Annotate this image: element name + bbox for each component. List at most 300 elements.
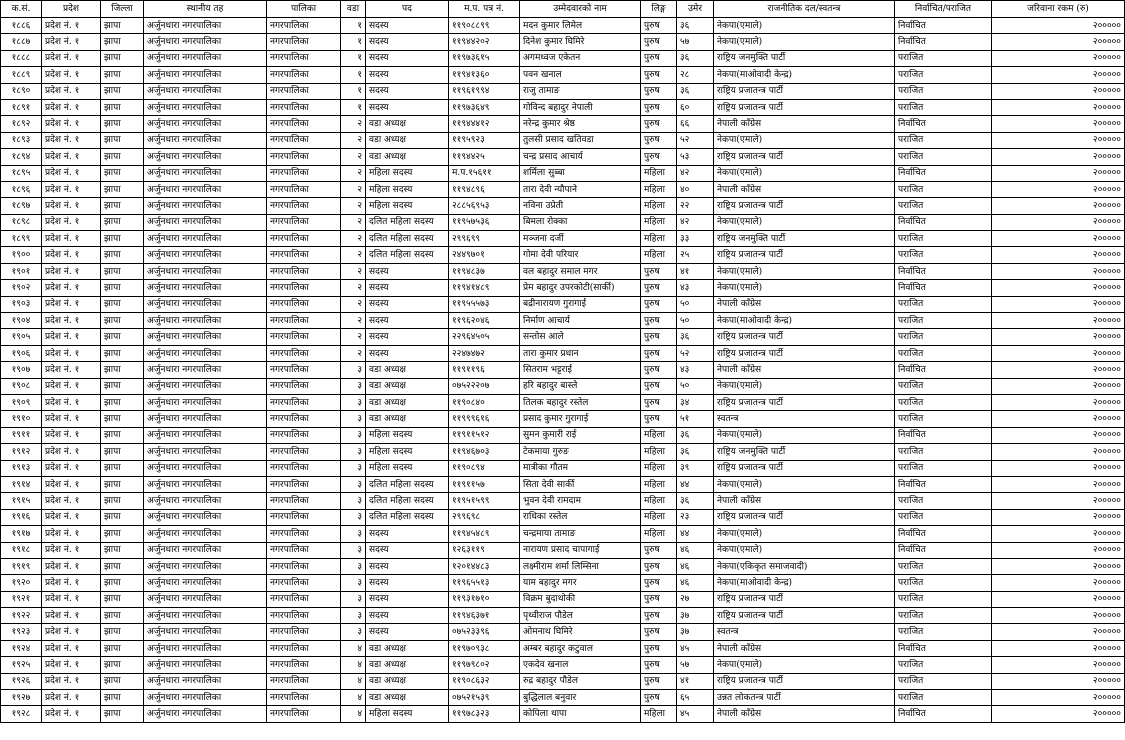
- local-level-cell: अर्जुनधारा नगरपालिका: [144, 460, 267, 476]
- voter-id-cell: ११९६२०४६: [449, 313, 520, 329]
- fine-amount-cell: २०००००: [992, 132, 1125, 148]
- candidate-name-cell: सिता देवी सार्की: [520, 476, 641, 492]
- result-cell: पराजित: [895, 624, 992, 640]
- district-cell: झापा: [101, 690, 144, 706]
- municipality-type-cell: नगरपालिका: [267, 493, 341, 509]
- candidate-name-cell: गोमा देवी परियार: [520, 247, 641, 263]
- ward-cell: २: [341, 313, 366, 329]
- candidate-name-cell: मात्रीका गौतम: [520, 460, 641, 476]
- gender-cell: महिला: [641, 509, 677, 525]
- local-level-cell: अर्जुनधारा नगरपालिका: [144, 558, 267, 574]
- party-cell: नेकपा(एमाले): [714, 378, 895, 394]
- municipality-type-cell: नगरपालिका: [267, 198, 341, 214]
- party-cell: राष्ट्रिय जनमुक्ति पार्टी: [714, 444, 895, 460]
- district-cell: झापा: [101, 165, 144, 181]
- district-cell: झापा: [101, 247, 144, 263]
- municipality-type-cell: नगरपालिका: [267, 460, 341, 476]
- serial-cell: १९०९: [1, 394, 42, 410]
- municipality-type-cell: नगरपालिका: [267, 690, 341, 706]
- local-level-cell: अर्जुनधारा नगरपालिका: [144, 673, 267, 689]
- candidate-name-cell: कोपिला थापा: [520, 706, 641, 722]
- serial-cell: १९१३: [1, 460, 42, 476]
- gender-cell: पुरुष: [641, 263, 677, 279]
- district-cell: झापा: [101, 149, 144, 165]
- serial-cell: १९०७: [1, 362, 42, 378]
- column-header-province: प्रदेश: [42, 1, 101, 18]
- voter-id-cell: ११९०८८९९: [449, 18, 520, 34]
- ward-cell: २: [341, 165, 366, 181]
- voter-id-cell: ११९४४४१२: [449, 116, 520, 132]
- voter-id-cell: ११९११५७: [449, 476, 520, 492]
- table-row: [1, 558, 1125, 574]
- ward-cell: २: [341, 231, 366, 247]
- fine-amount-cell: २०००००: [992, 214, 1125, 230]
- ward-cell: ३: [341, 362, 366, 378]
- province-cell: प्रदेश नं. १: [42, 542, 101, 558]
- municipality-type-cell: नगरपालिका: [267, 247, 341, 263]
- ward-cell: ४: [341, 657, 366, 673]
- province-cell: प्रदेश नं. १: [42, 427, 101, 443]
- result-cell: निर्वाचित: [895, 280, 992, 296]
- post-cell: वडा अध्यक्ष: [366, 362, 449, 378]
- municipality-type-cell: नगरपालिका: [267, 214, 341, 230]
- table-row: [1, 575, 1125, 591]
- candidate-name-cell: चन्द्रमाया तामाङ: [520, 526, 641, 542]
- voter-id-cell: ११९४४२५: [449, 149, 520, 165]
- table-row: [1, 214, 1125, 230]
- table-row: [1, 345, 1125, 361]
- fine-amount-cell: २०००००: [992, 280, 1125, 296]
- province-cell: प्रदेश नं. १: [42, 690, 101, 706]
- column-header-district: जिल्ला: [101, 1, 144, 18]
- candidate-name-cell: टेकमाया गुरुङ: [520, 444, 641, 460]
- local-level-cell: अर्जुनधारा नगरपालिका: [144, 575, 267, 591]
- municipality-type-cell: नगरपालिका: [267, 132, 341, 148]
- district-cell: झापा: [101, 263, 144, 279]
- fine-amount-cell: २०००००: [992, 198, 1125, 214]
- table-row: [1, 460, 1125, 476]
- candidate-name-cell: पवन खनाल: [520, 67, 641, 83]
- post-cell: वडा अध्यक्ष: [366, 640, 449, 656]
- gender-cell: पुरुष: [641, 575, 677, 591]
- local-level-cell: अर्जुनधारा नगरपालिका: [144, 181, 267, 197]
- local-level-cell: अर्जुनधारा नगरपालिका: [144, 427, 267, 443]
- party-cell: राष्ट्रिय प्रजातन्त्र पार्टी: [714, 608, 895, 624]
- ward-cell: २: [341, 329, 366, 345]
- municipality-type-cell: नगरपालिका: [267, 427, 341, 443]
- local-level-cell: अर्जुनधारा नगरपालिका: [144, 116, 267, 132]
- party-cell: नेपाली काँग्रेस: [714, 296, 895, 312]
- age-cell: ५१: [677, 411, 714, 427]
- result-cell: पराजित: [895, 558, 992, 574]
- serial-cell: १९२०: [1, 575, 42, 591]
- post-cell: सदस्य: [366, 34, 449, 50]
- result-cell: निर्वाचित: [895, 263, 992, 279]
- municipality-type-cell: नगरपालिका: [267, 657, 341, 673]
- municipality-type-cell: नगरपालिका: [267, 476, 341, 492]
- ward-cell: ३: [341, 591, 366, 607]
- local-level-cell: अर्जुनधारा नगरपालिका: [144, 493, 267, 509]
- result-cell: पराजित: [895, 329, 992, 345]
- party-cell: स्वतन्त्र: [714, 624, 895, 640]
- district-cell: झापा: [101, 198, 144, 214]
- age-cell: ५७: [677, 657, 714, 673]
- district-cell: झापा: [101, 427, 144, 443]
- voter-id-cell: २८८५६९५३: [449, 198, 520, 214]
- fine-amount-cell: २०००००: [992, 444, 1125, 460]
- serial-cell: १९२१: [1, 591, 42, 607]
- table-row: [1, 690, 1125, 706]
- serial-cell: १९०२: [1, 280, 42, 296]
- district-cell: झापा: [101, 34, 144, 50]
- candidate-name-cell: रुद्र बहादुर पौडेल: [520, 673, 641, 689]
- result-cell: निर्वाचित: [895, 214, 992, 230]
- province-cell: प्रदेश नं. १: [42, 706, 101, 722]
- gender-cell: पुरुष: [641, 345, 677, 361]
- ward-cell: ३: [341, 427, 366, 443]
- post-cell: सदस्य: [366, 591, 449, 607]
- gender-cell: पुरुष: [641, 673, 677, 689]
- candidate-name-cell: प्रेम बहादुर उपरकोटी(सार्की): [520, 280, 641, 296]
- district-cell: झापा: [101, 214, 144, 230]
- voter-id-cell: ०७५२२२०७: [449, 378, 520, 394]
- candidate-name-cell: याम बहादुर मगर: [520, 575, 641, 591]
- party-cell: नेकपा(माओवादी केन्द्र): [714, 313, 895, 329]
- party-cell: नेकपा(एमाले): [714, 165, 895, 181]
- fine-amount-cell: २०००००: [992, 345, 1125, 361]
- gender-cell: पुरुष: [641, 296, 677, 312]
- candidate-name-cell: प्रसाद कुमार गुरागाई: [520, 411, 641, 427]
- table-row: [1, 542, 1125, 558]
- ward-cell: ३: [341, 460, 366, 476]
- district-cell: झापा: [101, 608, 144, 624]
- ward-cell: २: [341, 247, 366, 263]
- voter-id-cell: ११९०८९४: [449, 460, 520, 476]
- district-cell: झापा: [101, 132, 144, 148]
- result-cell: पराजित: [895, 99, 992, 115]
- table-row: [1, 444, 1125, 460]
- ward-cell: ३: [341, 608, 366, 624]
- fine-amount-cell: २०००००: [992, 657, 1125, 673]
- voter-id-cell: ११९५७५३६: [449, 214, 520, 230]
- gender-cell: महिला: [641, 444, 677, 460]
- ward-cell: ३: [341, 411, 366, 427]
- post-cell: सदस्य: [366, 575, 449, 591]
- post-cell: सदस्य: [366, 329, 449, 345]
- result-cell: निर्वाचित: [895, 706, 992, 722]
- result-cell: निर्वाचित: [895, 476, 992, 492]
- serial-cell: १९११: [1, 427, 42, 443]
- ward-cell: २: [341, 345, 366, 361]
- result-cell: पराजित: [895, 411, 992, 427]
- table-row: [1, 476, 1125, 492]
- post-cell: सदस्य: [366, 542, 449, 558]
- municipality-type-cell: नगरपालिका: [267, 444, 341, 460]
- post-cell: सदस्य: [366, 558, 449, 574]
- age-cell: ६५: [677, 690, 714, 706]
- gender-cell: पुरुष: [641, 591, 677, 607]
- age-cell: ४५: [677, 706, 714, 722]
- result-cell: पराजित: [895, 231, 992, 247]
- party-cell: नेपाली काँग्रेस: [714, 493, 895, 509]
- table-row: [1, 706, 1125, 722]
- table-row: [1, 640, 1125, 656]
- fine-amount-cell: २०००००: [992, 427, 1125, 443]
- ward-cell: १: [341, 50, 366, 66]
- district-cell: झापा: [101, 526, 144, 542]
- party-cell: नेकपा(एमाले): [714, 263, 895, 279]
- table-row: [1, 34, 1125, 50]
- party-cell: नेकपा(एमाले): [714, 280, 895, 296]
- post-cell: वडा अध्यक्ष: [366, 116, 449, 132]
- candidate-name-cell: बुद्धिलाल बनुवार: [520, 690, 641, 706]
- age-cell: ४६: [677, 575, 714, 591]
- ward-cell: २: [341, 149, 366, 165]
- serial-cell: १९०८: [1, 378, 42, 394]
- result-cell: पराजित: [895, 509, 992, 525]
- local-level-cell: अर्जुनधारा नगरपालिका: [144, 362, 267, 378]
- voter-id-cell: ११९५९२३: [449, 132, 520, 148]
- gender-cell: महिला: [641, 231, 677, 247]
- province-cell: प्रदेश नं. १: [42, 378, 101, 394]
- ward-cell: ३: [341, 575, 366, 591]
- column-header-municipality-type: पालिका: [267, 1, 341, 18]
- ward-cell: ४: [341, 673, 366, 689]
- table-row: [1, 378, 1125, 394]
- result-cell: पराजित: [895, 591, 992, 607]
- fine-amount-cell: २०००००: [992, 608, 1125, 624]
- local-level-cell: अर्जुनधारा नगरपालिका: [144, 706, 267, 722]
- result-cell: निर्वाचित: [895, 542, 992, 558]
- gender-cell: पुरुष: [641, 34, 677, 50]
- age-cell: ३६: [677, 493, 714, 509]
- result-cell: पराजित: [895, 345, 992, 361]
- candidate-name-cell: ओमनाथ घिमिरे: [520, 624, 641, 640]
- voter-id-cell: ११९७९८०२: [449, 657, 520, 673]
- fine-amount-cell: २०००००: [992, 394, 1125, 410]
- gender-cell: पुरुष: [641, 83, 677, 99]
- age-cell: ४४: [677, 476, 714, 492]
- age-cell: ४२: [677, 214, 714, 230]
- fine-amount-cell: २०००००: [992, 575, 1125, 591]
- province-cell: प्रदेश नं. १: [42, 18, 101, 34]
- gender-cell: पुरुष: [641, 313, 677, 329]
- post-cell: सदस्य: [366, 296, 449, 312]
- result-cell: पराजित: [895, 575, 992, 591]
- voter-id-cell: ११९६५५१३: [449, 575, 520, 591]
- post-cell: सदस्य: [366, 263, 449, 279]
- age-cell: ४५: [677, 640, 714, 656]
- gender-cell: पुरुष: [641, 67, 677, 83]
- local-level-cell: अर्जुनधारा नगरपालिका: [144, 280, 267, 296]
- serial-cell: १८९६: [1, 181, 42, 197]
- fine-amount-cell: २०००००: [992, 362, 1125, 378]
- serial-cell: १९१९: [1, 558, 42, 574]
- municipality-type-cell: नगरपालिका: [267, 706, 341, 722]
- local-level-cell: अर्जुनधारा नगरपालिका: [144, 591, 267, 607]
- table-row: [1, 181, 1125, 197]
- municipality-type-cell: नगरपालिका: [267, 362, 341, 378]
- gender-cell: पुरुष: [641, 280, 677, 296]
- party-cell: नेपाली काँग्रेस: [714, 181, 895, 197]
- district-cell: झापा: [101, 394, 144, 410]
- district-cell: झापा: [101, 362, 144, 378]
- province-cell: प्रदेश नं. १: [42, 313, 101, 329]
- candidate-name-cell: चन्द्र प्रसाद आचार्य: [520, 149, 641, 165]
- district-cell: झापा: [101, 493, 144, 509]
- gender-cell: पुरुष: [641, 99, 677, 115]
- local-level-cell: अर्जुनधारा नगरपालिका: [144, 411, 267, 427]
- serial-cell: १९००: [1, 247, 42, 263]
- voter-id-cell: ११९११५१२: [449, 427, 520, 443]
- candidate-name-cell: राजु तामाङ: [520, 83, 641, 99]
- result-cell: निर्वाचित: [895, 362, 992, 378]
- fine-amount-cell: २०००००: [992, 460, 1125, 476]
- serial-cell: १९१७: [1, 526, 42, 542]
- age-cell: ५३: [677, 149, 714, 165]
- district-cell: झापा: [101, 116, 144, 132]
- table-row: [1, 263, 1125, 279]
- gender-cell: पुरुष: [641, 378, 677, 394]
- age-cell: ३६: [677, 444, 714, 460]
- gender-cell: महिला: [641, 181, 677, 197]
- fine-amount-cell: २०००००: [992, 493, 1125, 509]
- district-cell: झापा: [101, 280, 144, 296]
- table-row: [1, 624, 1125, 640]
- result-cell: पराजित: [895, 657, 992, 673]
- table-row: [1, 509, 1125, 525]
- gender-cell: पुरुष: [641, 640, 677, 656]
- column-header-candidate-name: उम्मेदवारको नाम: [520, 1, 641, 18]
- local-level-cell: अर्जुनधारा नगरपालिका: [144, 67, 267, 83]
- voter-id-cell: १२०१४४८३: [449, 558, 520, 574]
- local-level-cell: अर्जुनधारा नगरपालिका: [144, 640, 267, 656]
- ward-cell: २: [341, 132, 366, 148]
- local-level-cell: अर्जुनधारा नगरपालिका: [144, 476, 267, 492]
- table-row: [1, 231, 1125, 247]
- result-cell: निर्वाचित: [895, 116, 992, 132]
- fine-amount-cell: २०००००: [992, 706, 1125, 722]
- gender-cell: पुरुष: [641, 624, 677, 640]
- voter-id-cell: ११९०८६३२: [449, 673, 520, 689]
- gender-cell: पुरुष: [641, 411, 677, 427]
- table-row: [1, 313, 1125, 329]
- age-cell: ४६: [677, 542, 714, 558]
- province-cell: प्रदेश नं. १: [42, 624, 101, 640]
- table-row: [1, 673, 1125, 689]
- fine-amount-cell: २०००००: [992, 542, 1125, 558]
- result-cell: पराजित: [895, 608, 992, 624]
- fine-amount-cell: २०००००: [992, 690, 1125, 706]
- province-cell: प्रदेश नं. १: [42, 247, 101, 263]
- post-cell: महिला सदस्य: [366, 444, 449, 460]
- party-cell: राष्ट्रिय प्रजातन्त्र पार्टी: [714, 394, 895, 410]
- district-cell: झापा: [101, 575, 144, 591]
- serial-cell: १९०१: [1, 263, 42, 279]
- table-row: [1, 83, 1125, 99]
- serial-cell: १८९२: [1, 116, 42, 132]
- local-level-cell: अर्जुनधारा नगरपालिका: [144, 378, 267, 394]
- post-cell: सदस्य: [366, 608, 449, 624]
- district-cell: झापा: [101, 231, 144, 247]
- voter-id-cell: २२४७४७२: [449, 345, 520, 361]
- serial-cell: १९१६: [1, 509, 42, 525]
- municipality-type-cell: नगरपालिका: [267, 231, 341, 247]
- party-cell: राष्ट्रिय प्रजातन्त्र पार्टी: [714, 591, 895, 607]
- table-row: [1, 657, 1125, 673]
- party-cell: नेपाली काँग्रेस: [714, 362, 895, 378]
- district-cell: झापा: [101, 50, 144, 66]
- fine-amount-cell: २०००००: [992, 313, 1125, 329]
- province-cell: प्रदेश नं. १: [42, 50, 101, 66]
- district-cell: झापा: [101, 542, 144, 558]
- serial-cell: १८९५: [1, 165, 42, 181]
- column-header-gender: लिङ्ग: [641, 1, 677, 18]
- gender-cell: महिला: [641, 526, 677, 542]
- result-cell: पराजित: [895, 198, 992, 214]
- age-cell: ५०: [677, 296, 714, 312]
- post-cell: वडा अध्यक्ष: [366, 394, 449, 410]
- voter-id-cell: ११९३१७१०: [449, 591, 520, 607]
- age-cell: ३७: [677, 608, 714, 624]
- age-cell: ३६: [677, 50, 714, 66]
- local-level-cell: अर्जुनधारा नगरपालिका: [144, 149, 267, 165]
- municipality-type-cell: नगरपालिका: [267, 673, 341, 689]
- district-cell: झापा: [101, 345, 144, 361]
- fine-amount-cell: २०००००: [992, 673, 1125, 689]
- ward-cell: २: [341, 214, 366, 230]
- candidate-name-cell: दिनेश कुमार घिमिरे: [520, 34, 641, 50]
- post-cell: वडा अध्यक्ष: [366, 673, 449, 689]
- province-cell: प्रदेश नं. १: [42, 329, 101, 345]
- gender-cell: पुरुष: [641, 608, 677, 624]
- table-row: [1, 427, 1125, 443]
- province-cell: प्रदेश नं. १: [42, 149, 101, 165]
- age-cell: ३९: [677, 460, 714, 476]
- age-cell: २२: [677, 198, 714, 214]
- serial-cell: १९०५: [1, 329, 42, 345]
- candidate-name-cell: सुमन कुमारी राई: [520, 427, 641, 443]
- table-row: [1, 411, 1125, 427]
- result-cell: पराजित: [895, 83, 992, 99]
- province-cell: प्रदेश नं. १: [42, 132, 101, 148]
- ward-cell: ४: [341, 690, 366, 706]
- column-header-fine-amount: जरिवाना रकम (रु): [992, 1, 1125, 18]
- gender-cell: पुरुष: [641, 132, 677, 148]
- municipality-type-cell: नगरपालिका: [267, 624, 341, 640]
- party-cell: नेकपा(एमाले): [714, 132, 895, 148]
- table-row: [1, 591, 1125, 607]
- party-cell: राष्ट्रिय प्रजातन्त्र पार्टी: [714, 509, 895, 525]
- ward-cell: ४: [341, 706, 366, 722]
- municipality-type-cell: नगरपालिका: [267, 558, 341, 574]
- post-cell: दलित महिला सदस्य: [366, 247, 449, 263]
- local-level-cell: अर्जुनधारा नगरपालिका: [144, 50, 267, 66]
- serial-cell: १९२५: [1, 657, 42, 673]
- post-cell: दलित महिला सदस्य: [366, 476, 449, 492]
- fine-amount-cell: २०००००: [992, 591, 1125, 607]
- fine-amount-cell: २०००००: [992, 149, 1125, 165]
- gender-cell: पुरुष: [641, 558, 677, 574]
- voter-id-cell: ११९९९६१६: [449, 411, 520, 427]
- serial-cell: १९२३: [1, 624, 42, 640]
- column-header-result: निर्वाचित/पराजित: [895, 1, 992, 18]
- gender-cell: पुरुष: [641, 690, 677, 706]
- local-level-cell: अर्जुनधारा नगरपालिका: [144, 690, 267, 706]
- voter-id-cell: ११९६१९९४: [449, 83, 520, 99]
- party-cell: नेपाली काँग्रेस: [714, 706, 895, 722]
- table-row: [1, 116, 1125, 132]
